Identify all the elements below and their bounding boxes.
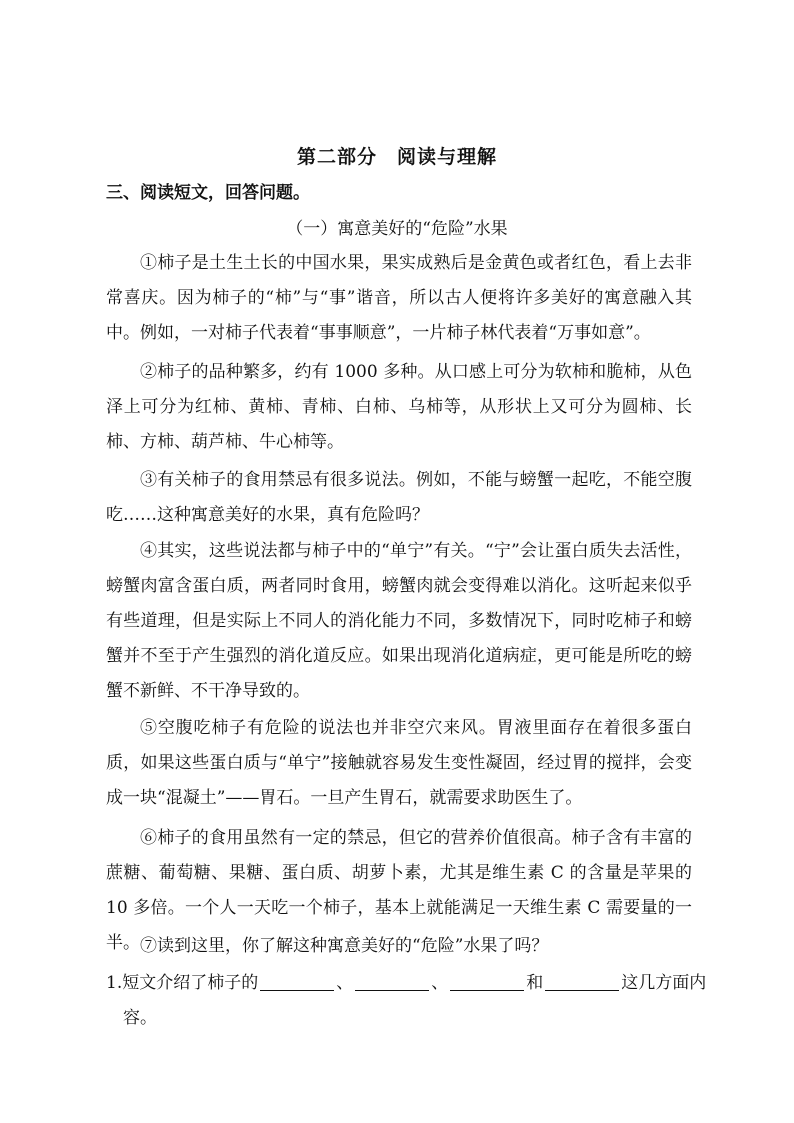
passage-title: （一）寓意美好的“危险”水果 bbox=[286, 219, 508, 239]
answer-blank-4[interactable] bbox=[545, 972, 619, 991]
answer-blank-2[interactable] bbox=[355, 972, 429, 991]
section-heading: 三、阅读短文，回答问题。 bbox=[106, 183, 310, 203]
question-separator-3: 和 bbox=[526, 973, 544, 993]
question-1 bbox=[106, 966, 715, 1036]
paragraph-2: ②柿子的品种繁多，约有 1000 多种。从口感上可分为软柿和脆柿，从色泽上可分为红柿、黄柿、青柿、白柿、乌柿等，从形状上又可分为圆柿、长柿、方柿、葫芦柿、牛心柿等。 bbox=[106, 362, 692, 452]
paragraph-4: ④其实，这些说法都与柿子中的“单宁”有关。“宁”会让蛋白质失去活性，螃蟹肉富含蛋白质，两者同时食用，螃蟹肉就会变得难以消化。这听起来似乎有些道理，但是实际上不同人的消化能力不同，多数情况下，同时吃柿子和螃蟹并不至于产生强烈的消化道反应。如果出现消化道病症，更可能是所吃的螃蟹不新鲜、不干净导致的。 bbox=[106, 541, 692, 701]
paragraph-5: ⑤空腹吃柿子有危险的说法也并非空穴来风。胃液里面存在着很多蛋白质，如果这些蛋白质与“单宁”接触就容易发生变性凝固，经过胃的搅拌，会变成一块“混凝土”——胃石。一旦产生胃石，就需要求助医生了。 bbox=[106, 718, 692, 808]
answer-blank-1[interactable] bbox=[260, 972, 334, 991]
answer-blank-3[interactable] bbox=[450, 972, 524, 991]
paragraph-7: ⑦读到这里，你了解这种寓意美好的“危险”水果了吗？ bbox=[140, 936, 549, 956]
question-prefix: 短文介绍了柿子的 bbox=[122, 973, 259, 993]
question-separator-1: 、 bbox=[336, 973, 354, 993]
question-suffix: 这几方面内容。 bbox=[123, 973, 707, 1028]
part-title: 第二部分 阅读与理解 bbox=[296, 146, 497, 168]
paragraph-3: ③有关柿子的食用禁忌有很多说法。例如，不能与螃蟹一起吃，不能空腹吃……这种寓意美好的水果，真有危险吗？ bbox=[106, 470, 692, 525]
question-number: 1. bbox=[106, 973, 123, 993]
paragraph-6: ⑥柿子的食用虽然有一定的禁忌，但它的营养价值很高。柿子含有丰富的蔗糖、葡萄糖、果糖、蛋白质、胡萝卜素，尤其是维生素 C 的含量是苹果的 10 多倍。一个人一天吃一个柿子，基本上就能满足一天维生素 C 需要量的一半。 bbox=[106, 828, 692, 953]
question-separator-2: 、 bbox=[431, 973, 449, 993]
paragraph-1: ①柿子是土生土长的中国水果，果实成熟后是金黄色或者红色，看上去非常喜庆。因为柿子的“柿”与“事”谐音，所以古人便将许多美好的寓意融入其中。例如，一对柿子代表着“事事顺意”，一片柿子林代表着“万事如意”。 bbox=[106, 253, 692, 343]
